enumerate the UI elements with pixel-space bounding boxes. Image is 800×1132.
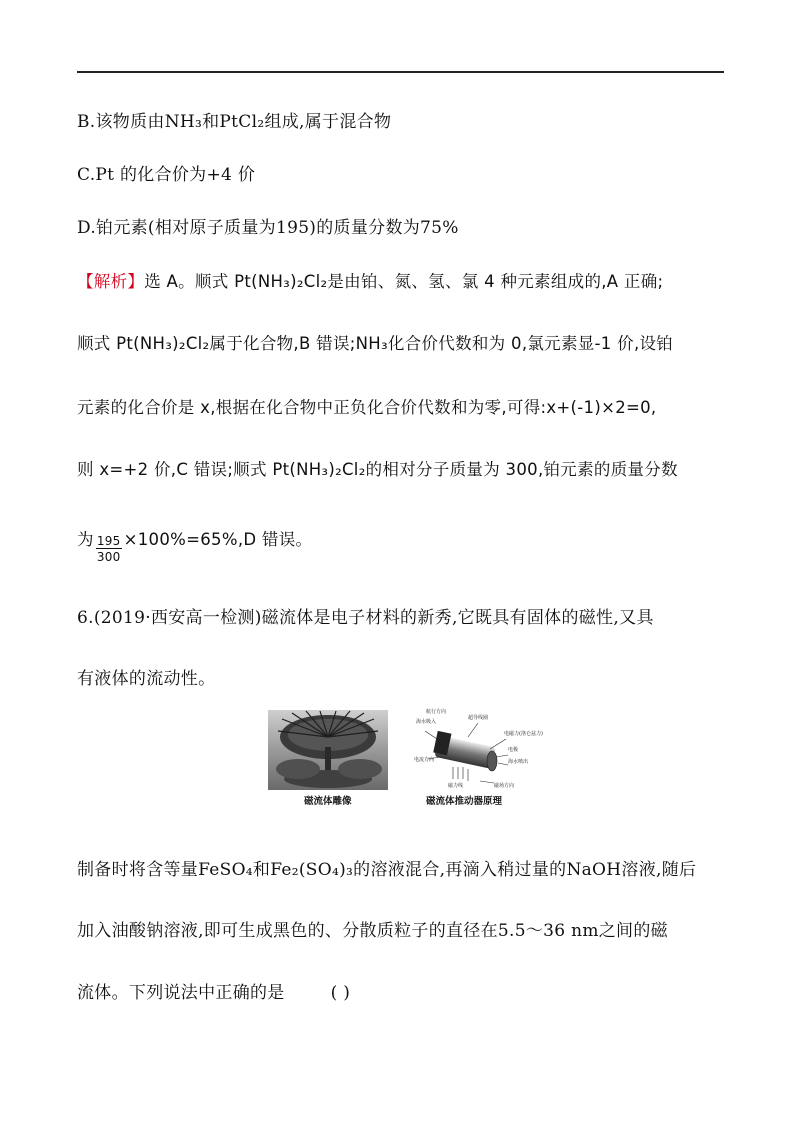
label-magnetic-field-lines: 磁力线 [448, 783, 464, 789]
fraction-denominator: 300 [96, 550, 121, 565]
top-rule [77, 71, 724, 73]
label-seawater-in: 海水吸入 [416, 719, 437, 725]
label-electromagnetic-force: 电磁力(洛仑兹力) [504, 731, 543, 737]
label-superconducting-coil: 超导线圈 [468, 715, 489, 721]
analysis-line-5-prefix: 为 [77, 530, 94, 550]
question-6-stem-end: 流体。下列说法中正确的是 [77, 983, 285, 1003]
ferrofluid-thruster-diagram [414, 708, 543, 789]
label-current-direction: 电流方向 [414, 757, 435, 763]
analysis-line-1-text: 选 A。顺式 Pt(NH₃)₂Cl₂是由铂、氮、氢、氯 4 种元素组成的,A 正确; [144, 272, 664, 291]
question-6-line-2: 有液体的流动性。 [77, 669, 216, 689]
question-6-line-3: 制备时将含等量FeSO₄和Fe₂(SO₄)₃的溶液混合,再滴入稍过量的NaOH溶液,随后 [77, 860, 697, 880]
option-d: D.铂元素(相对原子质量为195)的质量分数为75% [77, 218, 459, 238]
ferrofluid-illustrations [268, 707, 548, 807]
caption-thruster: 磁流体推动器原理 [426, 796, 503, 807]
label-seawater-out: 海水喷出 [508, 759, 529, 765]
analysis-line-3: 元素的化合价是 x,根据在化合物中正负化合价代数和为零,可得:x+(-1)×2=0, [77, 398, 657, 417]
question-6-line-1: 6.(2019·西安高一检测)磁流体是电子材料的新秀,它既具有固体的磁性,又具 [77, 608, 654, 628]
analysis-line-2: 顺式 Pt(NH₃)₂Cl₂属于化合物,B 错误;NH₃化合价代数和为 0,氯元素显-1 价,设铂 [77, 334, 674, 353]
analysis-tag: 【解析】 [77, 272, 145, 291]
analysis-line-1 [77, 268, 663, 292]
analysis-line-5-suffix: ×100%=65%,D 错误。 [123, 530, 313, 550]
label-electrode: 电极 [508, 747, 519, 753]
analysis-line-5 [77, 526, 313, 565]
label-sail-direction: 航行方向 [426, 709, 447, 715]
option-c: C.Pt 的化合价为+4 价 [77, 165, 256, 185]
caption-sculpture: 磁流体雕像 [304, 796, 352, 807]
question-6-line-4: 加入油酸钠溶液,即可生成黑色的、分散质粒子的直径在5.5～36 nm之间的磁 [77, 921, 668, 941]
option-b: B.该物质由NH₃和PtCl₂组成,属于混合物 [77, 112, 392, 132]
analysis-line-4: 则 x=+2 价,C 错误;顺式 Pt(NH₃)₂Cl₂的相对分子质量为 300,铂元素的质量分数 [77, 460, 678, 479]
fraction [96, 535, 122, 564]
question-6-line-5 [77, 978, 350, 1003]
fraction-numerator: 195 [96, 534, 121, 548]
ferrofluid-sculpture-image [268, 710, 388, 790]
answer-blank: ( ) [330, 983, 351, 1003]
ferrofluid-figure [268, 707, 548, 807]
label-magnetic-field-direction: 磁场方向 [494, 783, 515, 789]
